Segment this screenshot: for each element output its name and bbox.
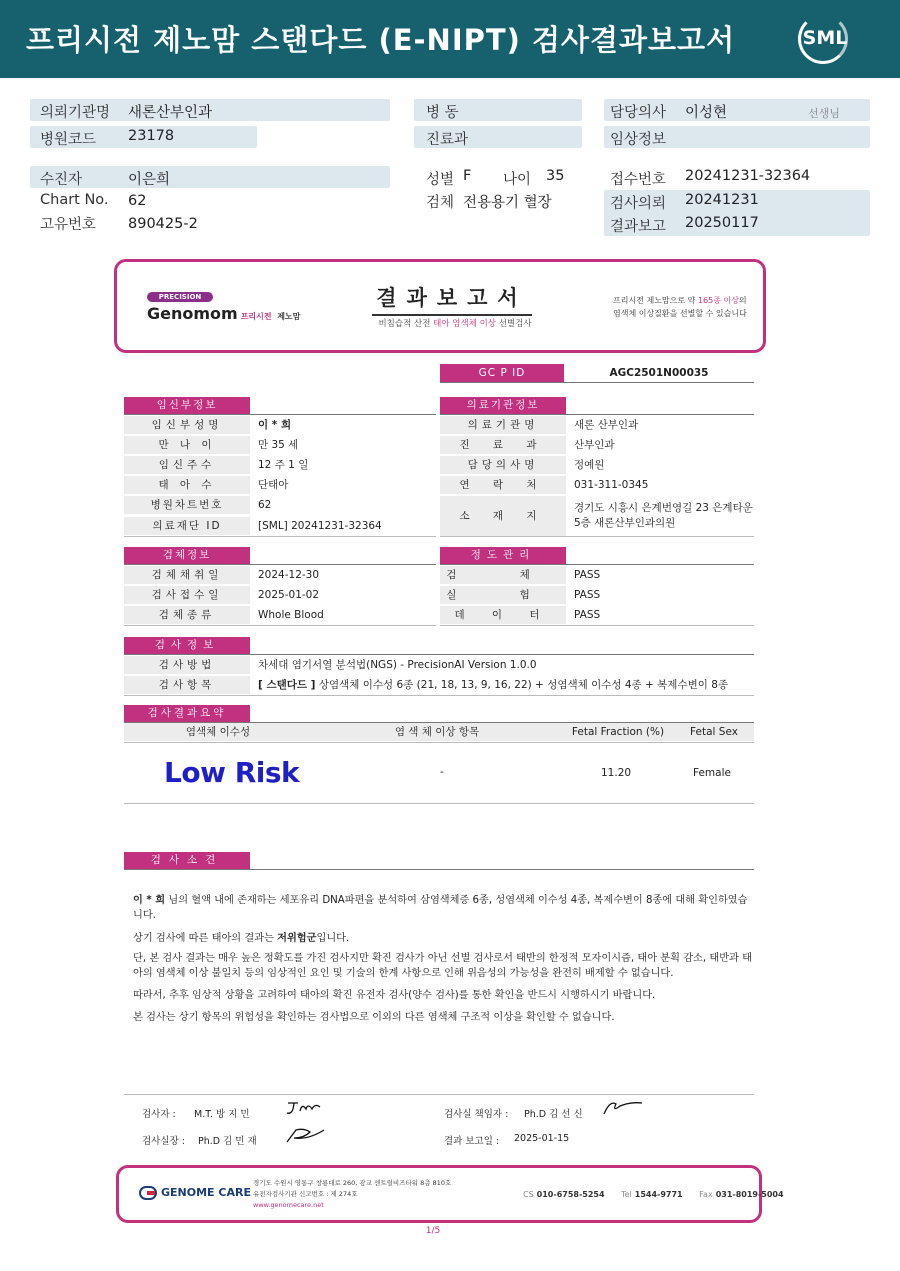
logo-text: SML	[802, 27, 848, 49]
age-label: 나이	[503, 172, 532, 188]
blurb-a: 프리시전 제노맘으로 약	[613, 296, 696, 305]
footer	[116, 1165, 784, 1223]
request-date-label: 검사의뢰	[610, 196, 667, 212]
test-items-bold: [ 스탠다드 ]	[258, 679, 316, 691]
report-date-value: 20250117	[685, 215, 759, 231]
tel-label: Tel	[621, 1190, 632, 1199]
findings-paragraph-5: 본 검사는 상기 항목의 위험성을 확인하는 검사법으로 이외의 다른 염색체 구조적 이상을 확인할 수 없습니다.	[133, 1012, 615, 1023]
genome-care-logo	[139, 1186, 251, 1200]
footer-address	[253, 1178, 451, 1211]
test-method-value: 차세대 염기서열 분석법(NGS) - PrecisionAI Version 1.0.0	[258, 659, 537, 671]
fax-number: 031-8019-5004	[715, 1190, 784, 1199]
specimen-label: 검체	[426, 195, 455, 211]
col-abnormal-items: 염 색 체 이상 항목	[312, 723, 562, 741]
fetus-count-label: 태 아 수	[124, 476, 250, 494]
subtitle-highlight: 태아 염색체 이상	[433, 319, 496, 329]
report-blurb	[613, 294, 747, 320]
divider	[124, 536, 436, 537]
qc-data-label: 데 이 터	[440, 606, 566, 624]
patient-value: 이은희	[128, 172, 171, 188]
findings-paragraph-3: 단, 본 검사 결과는 매우 높은 정확도를 가진 검사지만 확진 검사가 아닌 선별 검사로서 태반의 한정적 모자이시즘, 태아 분획 감소, 태반과 태아의 염색체 이상 불일치 등의 임상적인 요인 및 기술의 한계 사항으로 인해 위음성의 가능성을 완전히 배제할 수 없습니다.	[133, 953, 752, 979]
collection-date-value: 2024-12-30	[258, 569, 320, 581]
institution-name-value: 새론 산부인과	[574, 419, 639, 431]
result-date-label: 결과 보고일 :	[444, 1136, 500, 1147]
pregnant-weeks-label: 임신주수	[124, 456, 250, 474]
genome-care-mark-icon	[139, 1186, 157, 1200]
chart-number-value: 62	[258, 499, 272, 511]
col-fetal-sex: Fetal Sex	[674, 723, 754, 741]
col-fetal-fraction: Fetal Fraction (%)	[562, 723, 674, 741]
tester-name: M.T. 방 지 민	[194, 1109, 250, 1120]
lab-lead-name: Ph.D 김 선 신	[524, 1109, 583, 1120]
unique-no-value: 890425-2	[128, 216, 198, 232]
clinical-info-label: 임상정보	[610, 132, 667, 148]
chart-no-label: Chart No.	[40, 192, 109, 208]
sex-label: 성별	[426, 172, 455, 188]
subtitle-b: 선별검사	[498, 319, 532, 329]
pregnant-name-value: 이 * 희	[258, 419, 292, 431]
lab-head-label: 검사실장 :	[142, 1136, 185, 1147]
lab-head-name: Ph.D 김 민 재	[198, 1136, 257, 1147]
foundation-id-value: [SML] 20241231-32364	[258, 520, 382, 532]
chart-number-label: 병원차트번호	[124, 496, 250, 514]
pregnant-weeks-value: 12 주 1 일	[258, 459, 309, 471]
address-line-1: 경기도 수원시 영통구 창룡대로 260, 광교 센트럴비즈타워 8층 810호	[253, 1179, 452, 1187]
findings-p2-risk: 저위험군	[277, 933, 317, 944]
findings-p1-text: 님의 혈액 내에 존재하는 세포유리 DNA파편을 분석하여 삼염색체증 6종, 성염색체 이수성 4종, 복제수변이 8종에 대해 확인하였습니다.	[133, 895, 748, 921]
divider	[124, 803, 754, 804]
received-date-label: 검사접수일	[124, 586, 250, 604]
institution-label: 의뢰기관명	[40, 105, 111, 121]
address-line-2: 유전자검사기관 신고번호 : 제 274호	[253, 1190, 358, 1198]
cs-number: 010-6758-5254	[536, 1190, 605, 1199]
findings-p2-a: 상기 검사에 따른 태아의 결과는	[133, 933, 278, 944]
divider	[124, 1094, 754, 1095]
qc-specimen-value: PASS	[574, 569, 601, 581]
footer-contact	[523, 1190, 784, 1199]
test-items-value	[258, 676, 728, 694]
report-header	[0, 0, 900, 78]
page-title: 프리시전 제노맘 스탠다드 (E-NIPT) 검사결과보고서	[26, 23, 736, 57]
institution-name-label: 의료기관명	[440, 416, 566, 434]
collection-date-label: 검체채취일	[124, 566, 250, 584]
lab-lead-signature-icon	[600, 1096, 644, 1118]
pregnant-name-label: 임신부성명	[124, 416, 250, 434]
specimen-value: 전용용기 혈장	[463, 195, 552, 211]
patient-label: 수진자	[40, 172, 83, 188]
divider	[124, 695, 754, 696]
lab-lead-label: 검사실 책임자 :	[444, 1109, 509, 1120]
specimen-type-value: Whole Blood	[258, 609, 324, 621]
fetus-count-value: 단태아	[258, 479, 289, 491]
cs-label: CS	[523, 1190, 534, 1199]
genomom-brand: Genomom	[147, 304, 238, 323]
dept-label: 진 료 과	[440, 436, 566, 454]
qc-experiment-label: 실 험	[440, 586, 566, 604]
lab-head-signature-icon	[284, 1124, 328, 1146]
dept-value: 산부인과	[574, 439, 615, 451]
genomom-ko: 프리시전	[240, 312, 272, 321]
unique-no-label: 고유번호	[40, 217, 97, 233]
hospital-code-label: 병원코드	[40, 132, 97, 148]
findings-patient-name: 이 * 희	[133, 895, 166, 906]
institution-value: 새론산부인과	[128, 105, 213, 121]
section-specimen-info: 검체정보	[124, 547, 250, 564]
divider	[440, 414, 754, 415]
doctor-label: 담당의사	[610, 105, 667, 121]
precision-badge: PRECISION	[147, 292, 213, 302]
qc-experiment-value: PASS	[574, 589, 601, 601]
blurb-b: 의	[738, 296, 747, 305]
tel-number: 1544-9771	[634, 1190, 683, 1199]
contact-value: 031-311-0345	[574, 479, 649, 491]
receipt-no-label: 접수번호	[610, 172, 667, 188]
divider	[124, 869, 754, 870]
tester-label: 검사자 :	[142, 1109, 176, 1120]
divider	[440, 382, 754, 383]
result-date-value: 2025-01-15	[514, 1133, 570, 1144]
website-link[interactable]: www.genomecare.net	[253, 1201, 324, 1209]
qc-data-value: PASS	[574, 609, 601, 621]
fetal-fraction-value: 11.20	[601, 767, 632, 779]
pregnant-age-value: 만 35 세	[258, 439, 299, 451]
department-label: 진료과	[426, 132, 469, 148]
address-label: 소 재 지	[440, 496, 566, 536]
divider	[124, 414, 436, 415]
gcp-id-value: AGC2501N00035	[609, 367, 709, 379]
sex-value: F	[463, 168, 472, 184]
test-method-label: 검사방법	[124, 656, 250, 674]
findings-paragraph-2	[133, 931, 755, 946]
doctor-suffix: 선생님	[808, 107, 840, 120]
divider	[440, 536, 754, 537]
section-findings: 검사소견	[124, 852, 250, 869]
findings-p2-c: 입니다.	[316, 933, 350, 944]
ward-label: 병 동	[426, 105, 459, 121]
doctor-value: 이성현	[685, 105, 728, 121]
findings-paragraph-4: 따라서, 추후 임상적 상황을 고려하여 태아의 확진 유전자 검사(양수 검사)를 통한 확인을 반드시 시행하시기 바랍니다.	[133, 990, 656, 1001]
risk-result: Low Risk	[164, 756, 300, 789]
subtitle-a: 비침습적 산전	[378, 319, 431, 329]
report-banner	[114, 259, 766, 353]
section-summary: 검사결과요약	[124, 705, 250, 722]
doctor-name-value: 정예원	[574, 459, 605, 471]
address-value-2: 5층 새론산부인과의원	[574, 517, 676, 529]
contact-label: 연 락 처	[440, 476, 566, 494]
divider	[440, 564, 754, 565]
genomom-logo	[147, 304, 300, 323]
col-aneuploidy: 염색체 이수성	[124, 723, 312, 741]
section-institution-info: 의료기관정보	[440, 397, 566, 414]
genomom-ko2: 제노맘	[277, 312, 301, 321]
foundation-id-label: 의료재단 ID	[124, 517, 250, 535]
chart-no-value: 62	[128, 193, 147, 209]
address-value: 경기도 시흥시 은계번영길 23 은계타운	[574, 502, 753, 514]
doctor-name-label: 담당의사명	[440, 456, 566, 474]
request-date-value: 20241231	[685, 192, 759, 208]
gcp-id-label: GC P ID	[440, 364, 564, 382]
qc-specimen-label: 검 체	[440, 566, 566, 584]
hospital-code-value: 23178	[128, 128, 175, 144]
report-subtitle	[355, 317, 555, 329]
blurb-highlight: 165종 이상	[697, 296, 739, 305]
findings-paragraph-1	[133, 893, 755, 923]
received-date-value: 2025-01-02	[258, 589, 320, 601]
section-test-info: 검사정보	[124, 637, 250, 654]
divider	[124, 654, 754, 655]
fetal-sex-value: Female	[693, 767, 731, 779]
receipt-no-value: 20241231-32364	[685, 168, 811, 184]
page-number: 1/5	[425, 1226, 441, 1236]
pregnant-age-label: 만 나 이	[124, 436, 250, 454]
abnormal-items-value: -	[440, 766, 444, 778]
patient-row	[30, 166, 390, 188]
divider	[124, 625, 436, 626]
section-pregnant-info: 임신부정보	[124, 397, 250, 414]
report-date-label: 결과보고	[610, 219, 667, 235]
fax-label: Fax	[699, 1190, 713, 1199]
divider	[124, 564, 436, 565]
divider	[124, 742, 754, 743]
tester-signature-icon	[284, 1097, 328, 1119]
specimen-type-label: 검체종류	[124, 606, 250, 624]
report-title: 결과보고서	[372, 282, 532, 316]
divider	[440, 625, 754, 626]
test-items-label: 검사항목	[124, 676, 250, 694]
sml-logo	[796, 12, 856, 68]
test-items-text: 상염색체 이수성 6종 (21, 18, 13, 9, 16, 22) + 성염색체 이수성 4종 + 복제수변이 8종	[318, 679, 729, 691]
age-value: 35	[546, 168, 565, 184]
blurb-c: 염색체 이상질환을 선별할 수 있습니다	[613, 309, 747, 318]
genome-care-name: GENOME CARE	[161, 1186, 251, 1199]
section-qc: 정도관리	[440, 547, 566, 564]
